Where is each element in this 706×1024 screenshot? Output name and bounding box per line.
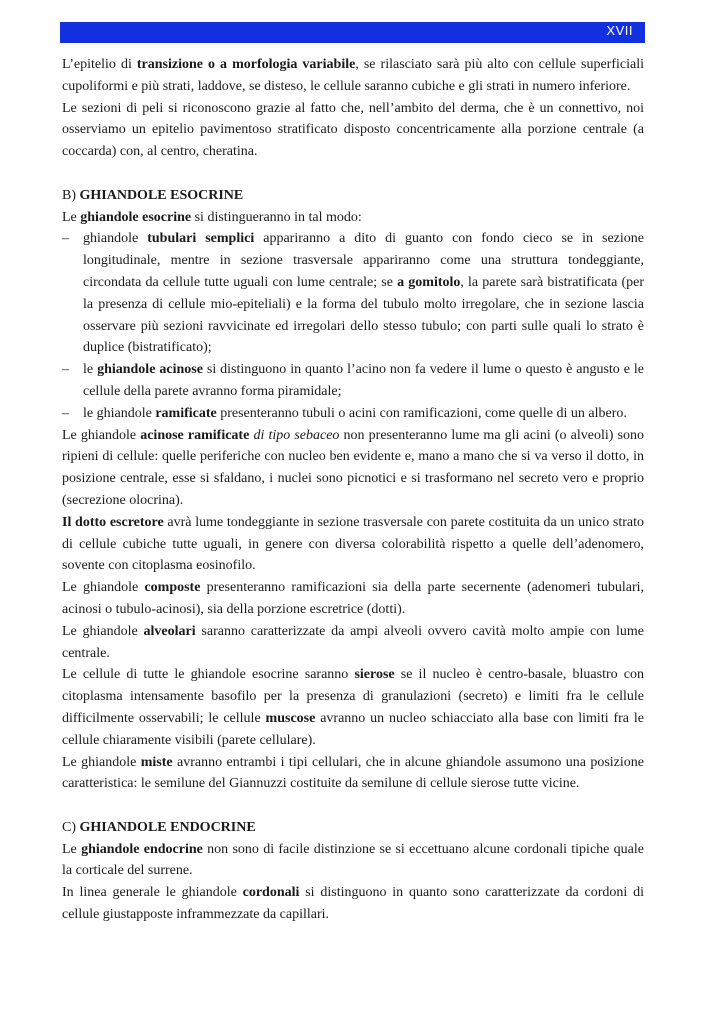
text-run: avranno entrambi i tipi cellulari, che in alcune ghiandole assumono una posizione caratteristica: le semilune del Giannuzzi costituite da semilune di cellule sierose tutte vicine. [62,754,644,792]
bold-term: sierose [354,667,395,683]
bold-term: alveolari [143,623,196,639]
text-run: Le cellule di tutte le ghiandole esocrine saranno [62,667,355,683]
bold-term: Il dotto escretore [62,514,164,530]
paragraph [62,207,644,229]
text-run: le [83,362,98,378]
list-item: – le ghiandole acinose si distinguono in quanto l’acino non fa vedere il lume o questo è angusto e le cellule della parete avranno forma piramidale; [62,362,645,399]
bold-term: transizione o a morfologia variabile [136,57,356,72]
text-run: Le ghiandole [62,754,141,770]
bold-term: acinose ramificate [140,427,250,443]
text-run: Le [62,209,81,225]
text-run: saranno caratterizzate da ampi alveoli ovvero cavità molto ampie con lume centrale. [62,623,644,661]
text-run: ghiandole [83,231,148,247]
page-content [62,54,644,926]
list-item: – le ghiandole ramificate presenteranno tubuli o acini con ramificazioni, come quelle di un albero. [62,405,627,421]
bold-term: miste [140,754,173,770]
section-exocrine-glands [62,185,644,795]
text-run: non presenteranno lume ma gli acini (o alveoli) sono ripieni di cellule: quelle periferiche con nucleo ben evidente e, mano a mano che si va verso il dotto, in posizione centrale, esse si sfaldano, i nuclei sono picnotici e si trasformano nel secreto vero e proprio (secrezione olocrina). [62,427,644,508]
paragraph [62,425,644,512]
bold-term: ghiandole endocrine [81,841,203,857]
paragraph [62,512,644,577]
text-run: si distinguono in quanto l’acino non fa vedere il lume o questo è angusto e le cellule della parete avranno forma piramidale; [83,362,645,399]
bold-term: tubulari semplici [147,231,255,247]
text-run: Le ghiandole [62,427,141,443]
italic-term: di tipo sebaceo [253,427,340,443]
section-prefix: C) [62,819,80,835]
section-heading [62,185,644,207]
paragraph [62,664,644,751]
paragraph [62,752,644,796]
text-run: le ghiandole [83,405,156,421]
list-item: – ghiandole tubulari semplici appariranno a dito di guanto con fondo cieco se in sezione longitudinale, mentre in sezione trasversale appariranno come una struttura tondeggiante, circondata da cellule tutte uguali con lume centrale; se a gomitolo, la parete sarà bistratificata (per la presenza di cellule mio-epiteliali) e la forma del tubulo molto irregolare, che in sezione lascia osservare più sezioni ravvicinate ed irregolari dello stesso tubulo; con parti sulle quali lo strato è duplice (bistratificato); [62,231,645,356]
text-run: Le ghiandole [62,623,144,639]
bold-term: a gomitolo [397,274,461,290]
section-heading [62,817,644,839]
text-run: si distinguono in quanto sono caratterizzate da cordoni di cellule giustapposte inframmezzate da capillari. [62,885,645,923]
text-run: presenteranno ramificazioni sia della parte secernente (adenomeri tubulari, acinosi o tubulo-acinosi), sia della porzione escretrice (dotti). [62,580,644,617]
bold-term: ghiandole esocrine [80,209,192,225]
text-run: se il nucleo è centro-basale, bluastro con citoplasma intensamente basofilo per la presenza di granulazioni (secreto) e limiti fra le cellule difficilmente osservabili; le cellule [62,667,644,726]
bold-term: ghiandole acinose [97,362,203,378]
text-run: Le [62,841,82,857]
header-bar [60,22,645,43]
text-run: , se rilasciato sarà più alto con cellule superficiali cupoliformi e più strati, laddove, se disteso, le cellule saranno cubiche e gli strati in numero inferiore. [62,57,644,94]
text-run: L’epitelio di [62,57,137,72]
text-run: avrà lume tondeggiante in sezione trasversale con parete costituita da un unico strato di cellule cubiche tutte uguali, in genere con diversa colorabilità rispetto a quelle dell’adenomero, sovente con citoplasma eosinofilo. [62,514,644,574]
paragraph [62,98,644,163]
bold-term: composte [144,580,201,596]
bold-term: ramificate [155,405,217,421]
text-run: avranno un nucleo schiacciato alla base con limiti fra le cellule chiaramente visibili (parete cellulare). [62,710,645,748]
paragraph [62,577,644,621]
text-run: presenteranno tubuli o acini con ramificazioni, come quelle di un albero. [216,405,627,421]
text-run: appariranno a dito di guanto con fondo cieco se in sezione longitudinale, mentre in sezione trasversale appariranno come una struttura tondeggiante, circondata da cellule tutte uguali con lume centrale; se [83,231,645,290]
gland-type-list [62,228,644,424]
paragraph [62,621,644,665]
paragraph [62,882,644,926]
section-title: GHIANDOLE ENDOCRINE [79,819,256,835]
text-run: non sono di facile distinzione se si eccettuano alcune cordonali tipiche quale la corticale del surrene. [62,841,644,879]
text-run: In linea generale le ghiandole [62,885,243,901]
paragraph [62,54,644,98]
text-run: Le ghiandole [62,580,145,596]
text-run: Le sezioni di peli si riconoscono grazie al fatto che, nell’ambito del derma, che è un connettivo, noi osserviamo un epitelio pavimentoso stratificato disposto concentricamente alla porzione centrale (a coccarda) con, al centro, cheratina. [62,100,644,160]
section-prefix: B) [62,187,80,203]
intro-section [62,54,644,163]
text-run: , la parete sarà bistratificata (per la presenza di cellule mio-epiteliali) e la forma del tubulo molto irregolare, che in sezione lascia osservare più sezioni ravvicinate ed irregolari dello stesso tubulo; con parti sulle quali lo strato è duplice (bistratificato); [83,274,644,356]
page-number: XVII [606,23,633,38]
section-title: GHIANDOLE ESOCRINE [79,187,244,203]
bold-term: cordonali [242,885,300,901]
bold-term: muscose [265,710,316,726]
paragraph [62,839,644,883]
text-run: si distingueranno in tal modo: [191,209,362,225]
section-endocrine-glands [62,817,644,926]
